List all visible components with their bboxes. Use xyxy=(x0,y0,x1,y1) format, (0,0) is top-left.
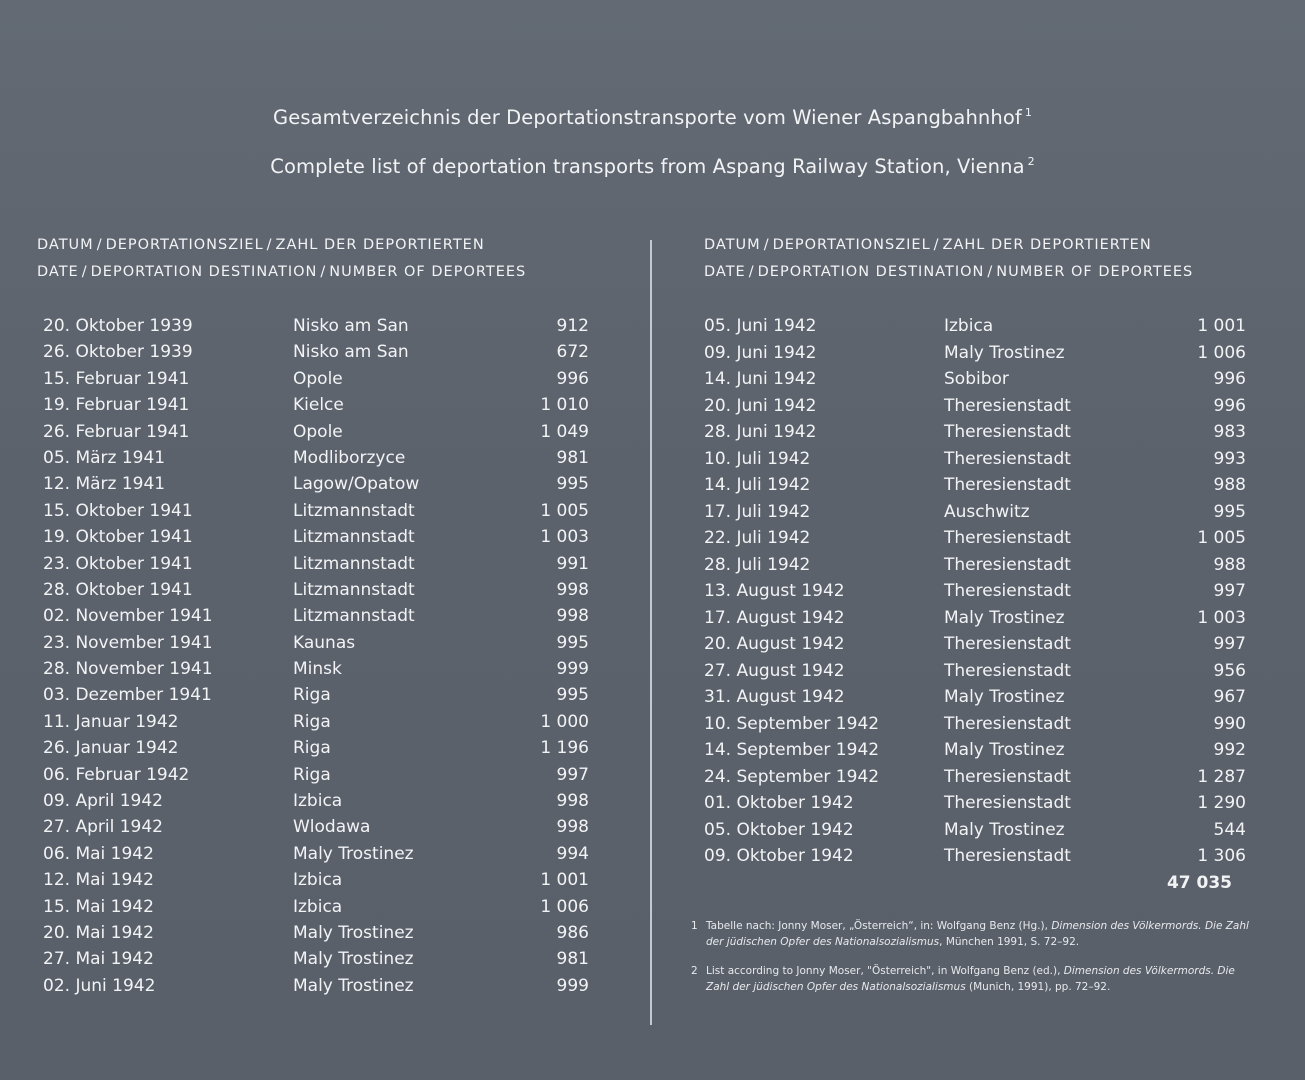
header-german xyxy=(704,232,1254,259)
right-table-rows xyxy=(704,313,1254,870)
footnote-text: , München 1991, S. 72–92. xyxy=(939,936,1080,948)
row-date: 28. Juni 1942 xyxy=(704,422,817,442)
row-date: 02. November 1941 xyxy=(43,606,213,627)
header-en-date: DATE xyxy=(704,264,746,280)
row-date: 11. Januar 1942 xyxy=(43,711,179,732)
header-separator: / xyxy=(748,264,755,280)
header-de-count: ZAHL DER DEPORTIERTEN xyxy=(942,237,1152,253)
footnote-number: 1 xyxy=(691,920,698,932)
row-destination: Maly Trostinez xyxy=(293,843,414,864)
footnote-2 xyxy=(691,963,1251,995)
row-date: 15. Oktober 1941 xyxy=(43,500,193,521)
row-date: 10. September 1942 xyxy=(704,713,880,734)
row-destination: Litzmannstadt xyxy=(293,553,415,574)
row-deportee-count: 996 xyxy=(556,368,589,389)
header-en-count: NUMBER OF DEPORTEES xyxy=(996,264,1194,280)
row-destination: Theresienstadt xyxy=(944,448,1071,469)
row-destination: Nisko am San xyxy=(293,342,409,363)
row-date: 27. August 1942 xyxy=(704,660,845,681)
header-separator: / xyxy=(320,264,327,280)
header-english xyxy=(704,259,1254,286)
left-column xyxy=(37,232,597,999)
row-destination: Lagow/Opatow xyxy=(293,474,420,495)
row-destination: Kielce xyxy=(293,395,344,416)
row-deportee-count: 956 xyxy=(1213,660,1246,681)
row-destination: Maly Trostinez xyxy=(293,975,414,996)
table-row xyxy=(704,525,1254,552)
title-english-footnote-ref: 2 xyxy=(1027,155,1035,168)
table-row xyxy=(37,946,597,972)
row-date: 05. März 1941 xyxy=(43,447,166,468)
table-row xyxy=(37,392,597,418)
table-row xyxy=(37,735,597,761)
row-destination: Litzmannstadt xyxy=(293,527,415,548)
title-german-footnote-ref: 1 xyxy=(1024,106,1032,119)
row-deportee-count: 999 xyxy=(556,659,589,680)
table-row xyxy=(37,656,597,682)
row-destination: Theresienstadt xyxy=(944,528,1071,548)
column-divider xyxy=(650,240,652,1025)
table-row xyxy=(37,867,597,893)
row-date: 27. Mai 1942 xyxy=(43,949,154,970)
row-destination: Riga xyxy=(293,738,331,759)
table-row xyxy=(704,843,1254,870)
row-date: 20. Oktober 1939 xyxy=(43,316,193,336)
row-deportee-count: 995 xyxy=(556,685,589,706)
row-deportee-count: 1 003 xyxy=(540,527,589,548)
row-deportee-count: 1 006 xyxy=(540,896,589,917)
header-de-date: DATUM xyxy=(37,237,94,253)
row-deportee-count: 995 xyxy=(1213,501,1246,522)
row-destination: Riga xyxy=(293,764,331,785)
row-deportee-count: 981 xyxy=(556,949,589,970)
table-row xyxy=(37,682,597,708)
header-de-date: DATUM xyxy=(704,237,761,253)
row-deportee-count: 1 010 xyxy=(540,395,589,416)
header-german xyxy=(37,232,597,259)
footnote-book-title: Dimension des Völkermords. Die Zahl der jüdischen Opfer des Nationalsozialismus xyxy=(706,920,1249,948)
header-en-destination: DEPORTATION DESTINATION xyxy=(757,264,985,280)
row-date: 20. August 1942 xyxy=(704,634,845,654)
left-table-rows xyxy=(37,313,597,999)
row-deportee-count: 991 xyxy=(556,553,589,574)
row-date: 01. Oktober 1942 xyxy=(704,793,854,813)
table-row xyxy=(37,762,597,788)
row-deportee-count: 996 xyxy=(1213,395,1246,416)
row-destination: Theresienstadt xyxy=(944,793,1071,813)
row-deportee-count: 998 xyxy=(556,791,589,812)
row-deportee-count: 1 290 xyxy=(1197,793,1246,813)
row-destination: Litzmannstadt xyxy=(293,500,415,521)
row-destination: Litzmannstadt xyxy=(293,606,415,627)
table-row xyxy=(37,894,597,920)
table-row xyxy=(704,605,1254,632)
row-date: 31. August 1942 xyxy=(704,687,845,707)
row-date: 20. Mai 1942 xyxy=(43,922,154,943)
table-row xyxy=(37,603,597,629)
row-destination: Izbica xyxy=(293,870,343,891)
row-destination: Minsk xyxy=(293,659,342,680)
row-deportee-count: 1 287 xyxy=(1197,766,1246,787)
row-destination: Kaunas xyxy=(293,632,356,653)
row-deportee-count: 997 xyxy=(1213,581,1246,601)
title-english-text: Complete list of deportation transports from Aspang Railway Station, Vienna xyxy=(270,155,1025,178)
row-deportee-count: 992 xyxy=(1213,740,1246,760)
footnote-text: (Munich, 1991), pp. 72–92. xyxy=(965,981,1111,993)
table-row xyxy=(704,684,1254,711)
header-separator: / xyxy=(266,237,273,253)
row-destination: Opole xyxy=(293,368,343,389)
right-column xyxy=(704,232,1254,898)
row-date: 26. Oktober 1939 xyxy=(43,342,193,363)
table-row xyxy=(704,313,1254,340)
row-date: 28. Oktober 1941 xyxy=(43,579,193,600)
header-de-destination: DEPORTATIONSZIEL xyxy=(105,237,264,253)
footnote-number: 2 xyxy=(691,965,698,977)
table-row xyxy=(704,578,1254,605)
row-deportee-count: 988 xyxy=(1213,475,1246,495)
row-date: 09. Oktober 1942 xyxy=(704,846,854,866)
row-deportee-count: 544 xyxy=(1213,819,1246,840)
footnote-book-title: Dimension des Völkermords. Die Zahl der jüdischen Opfer des Nationalsozialismus xyxy=(706,965,1235,993)
row-deportee-count: 1 003 xyxy=(1197,607,1246,628)
table-row xyxy=(37,788,597,814)
row-date: 05. Juni 1942 xyxy=(704,316,817,336)
table-row xyxy=(704,817,1254,844)
table-row xyxy=(37,551,597,577)
row-date: 14. September 1942 xyxy=(704,740,880,760)
header-en-count: NUMBER OF DEPORTEES xyxy=(329,264,527,280)
row-date: 19. Februar 1941 xyxy=(43,395,190,416)
row-deportee-count: 997 xyxy=(1213,634,1246,654)
row-date: 17. Juli 1942 xyxy=(704,501,811,522)
row-date: 03. Dezember 1941 xyxy=(43,685,212,706)
row-deportee-count: 1 001 xyxy=(540,870,589,891)
row-date: 15. Mai 1942 xyxy=(43,896,154,917)
row-destination: Theresienstadt xyxy=(944,475,1071,495)
header-en-destination: DEPORTATION DESTINATION xyxy=(90,264,318,280)
row-deportee-count: 967 xyxy=(1213,687,1246,707)
table-row xyxy=(37,313,597,339)
title-german xyxy=(0,98,1305,133)
row-deportee-count: 988 xyxy=(1213,554,1246,575)
row-date: 19. Oktober 1941 xyxy=(43,527,193,548)
row-deportee-count: 998 xyxy=(556,817,589,838)
row-deportee-count: 981 xyxy=(556,447,589,468)
row-destination: Theresienstadt xyxy=(944,395,1071,416)
header-en-date: DATE xyxy=(37,264,79,280)
row-date: 09. April 1942 xyxy=(43,791,163,812)
row-date: 20. Juni 1942 xyxy=(704,395,817,416)
table-row xyxy=(37,577,597,603)
row-date: 14. Juli 1942 xyxy=(704,475,811,495)
row-destination: Izbica xyxy=(293,791,343,812)
row-deportee-count: 995 xyxy=(556,474,589,495)
header-separator: / xyxy=(81,264,88,280)
row-deportee-count: 672 xyxy=(556,342,589,363)
title-english xyxy=(0,147,1305,182)
table-row xyxy=(37,841,597,867)
table-row xyxy=(37,920,597,946)
row-destination: Litzmannstadt xyxy=(293,579,415,600)
table-row xyxy=(704,764,1254,791)
row-destination: Theresienstadt xyxy=(944,713,1071,734)
row-date: 26. Januar 1942 xyxy=(43,738,179,759)
row-destination: Opole xyxy=(293,421,343,442)
table-row xyxy=(704,393,1254,420)
row-destination: Sobibor xyxy=(944,369,1009,389)
table-row xyxy=(704,499,1254,526)
footnote-1 xyxy=(691,918,1251,950)
row-destination: Modliborzyce xyxy=(293,447,406,468)
row-date: 22. Juli 1942 xyxy=(704,528,811,548)
table-row xyxy=(37,814,597,840)
row-deportee-count: 1 049 xyxy=(540,421,589,442)
row-date: 28. Juli 1942 xyxy=(704,554,811,575)
row-destination: Maly Trostinez xyxy=(944,740,1065,760)
row-date: 10. Juli 1942 xyxy=(704,448,811,469)
row-destination: Theresienstadt xyxy=(944,422,1071,442)
row-date: 05. Oktober 1942 xyxy=(704,819,854,840)
row-destination: Maly Trostinez xyxy=(944,342,1065,363)
row-destination: Wlodawa xyxy=(293,817,371,838)
row-date: 06. Februar 1942 xyxy=(43,764,190,785)
total-row xyxy=(704,870,1254,898)
row-deportee-count: 1 005 xyxy=(540,500,589,521)
row-destination: Maly Trostinez xyxy=(293,949,414,970)
row-date: 17. August 1942 xyxy=(704,607,845,628)
row-destination: Theresienstadt xyxy=(944,554,1071,575)
row-destination: Riga xyxy=(293,711,331,732)
header-separator: / xyxy=(763,237,770,253)
row-deportee-count: 1 005 xyxy=(1197,528,1246,548)
table-row xyxy=(37,419,597,445)
row-deportee-count: 1 306 xyxy=(1197,846,1246,866)
table-row xyxy=(704,446,1254,473)
row-deportee-count: 998 xyxy=(556,579,589,600)
table-row xyxy=(37,339,597,365)
row-date: 14. Juni 1942 xyxy=(704,369,817,389)
total-deportees: 47 035 xyxy=(1166,872,1232,893)
table-row xyxy=(704,472,1254,499)
table-row xyxy=(704,340,1254,367)
title-german-text: Gesamtverzeichnis der Deportationstransporte vom Wiener Aspangbahnhof xyxy=(273,106,1022,129)
row-date: 02. Juni 1942 xyxy=(43,975,156,996)
table-row xyxy=(704,658,1254,685)
table-row xyxy=(37,709,597,735)
row-date: 27. April 1942 xyxy=(43,817,163,838)
row-deportee-count: 983 xyxy=(1213,422,1246,442)
table-row xyxy=(704,737,1254,764)
row-deportee-count: 1 000 xyxy=(540,711,589,732)
row-deportee-count: 1 001 xyxy=(1197,316,1246,336)
row-destination: Theresienstadt xyxy=(944,766,1071,787)
header-separator: / xyxy=(933,237,940,253)
row-destination: Riga xyxy=(293,685,331,706)
row-destination: Maly Trostinez xyxy=(293,922,414,943)
table-row xyxy=(37,973,597,999)
row-destination: Maly Trostinez xyxy=(944,819,1065,840)
row-destination: Auschwitz xyxy=(944,501,1030,522)
row-deportee-count: 1 006 xyxy=(1197,342,1246,363)
row-destination: Izbica xyxy=(293,896,343,917)
row-date: 23. Oktober 1941 xyxy=(43,553,193,574)
row-destination: Maly Trostinez xyxy=(944,607,1065,628)
row-destination: Theresienstadt xyxy=(944,660,1071,681)
row-deportee-count: 994 xyxy=(556,843,589,864)
row-date: 09. Juni 1942 xyxy=(704,342,817,363)
row-deportee-count: 993 xyxy=(1213,448,1246,469)
table-row xyxy=(37,524,597,550)
table-row xyxy=(704,631,1254,658)
table-row xyxy=(37,630,597,656)
table-row xyxy=(37,366,597,392)
row-date: 15. Februar 1941 xyxy=(43,368,190,389)
row-destination: Theresienstadt xyxy=(944,581,1071,601)
row-date: 13. August 1942 xyxy=(704,581,845,601)
row-deportee-count: 998 xyxy=(556,606,589,627)
row-destination: Maly Trostinez xyxy=(944,687,1065,707)
header-de-destination: DEPORTATIONSZIEL xyxy=(772,237,931,253)
row-deportee-count: 986 xyxy=(556,922,589,943)
row-deportee-count: 996 xyxy=(1213,369,1246,389)
row-date: 23. November 1941 xyxy=(43,632,213,653)
row-destination: Theresienstadt xyxy=(944,846,1071,866)
header-separator: / xyxy=(987,264,994,280)
panel-titles xyxy=(0,98,1305,196)
row-destination: Theresienstadt xyxy=(944,634,1071,654)
row-date: 28. November 1941 xyxy=(43,659,213,680)
header-de-count: ZAHL DER DEPORTIERTEN xyxy=(275,237,485,253)
footnote-text: List according to Jonny Moser, "Österreich", in Wolfgang Benz (ed.), xyxy=(706,965,1064,977)
table-row xyxy=(704,552,1254,579)
row-destination: Izbica xyxy=(944,316,994,336)
table-row xyxy=(704,711,1254,738)
row-deportee-count: 990 xyxy=(1213,713,1246,734)
header-english xyxy=(37,259,597,286)
row-date: 12. März 1941 xyxy=(43,474,166,495)
row-date: 06. Mai 1942 xyxy=(43,843,154,864)
row-destination: Nisko am San xyxy=(293,316,409,336)
table-row xyxy=(704,790,1254,817)
table-row xyxy=(37,498,597,524)
row-deportee-count: 912 xyxy=(556,316,589,336)
row-deportee-count: 1 196 xyxy=(540,738,589,759)
footnote-text: Tabelle nach: Jonny Moser, „Österreich“, in: Wolfgang Benz (Hg.), xyxy=(706,920,1052,932)
header-separator: / xyxy=(96,237,103,253)
row-date: 12. Mai 1942 xyxy=(43,870,154,891)
table-row xyxy=(37,445,597,471)
row-deportee-count: 999 xyxy=(556,975,589,996)
row-date: 24. September 1942 xyxy=(704,766,880,787)
row-deportee-count: 997 xyxy=(556,764,589,785)
footnotes xyxy=(691,918,1251,1008)
table-row xyxy=(37,471,597,497)
table-row xyxy=(704,366,1254,393)
row-deportee-count: 995 xyxy=(556,632,589,653)
table-row xyxy=(704,419,1254,446)
row-date: 26. Februar 1941 xyxy=(43,421,190,442)
